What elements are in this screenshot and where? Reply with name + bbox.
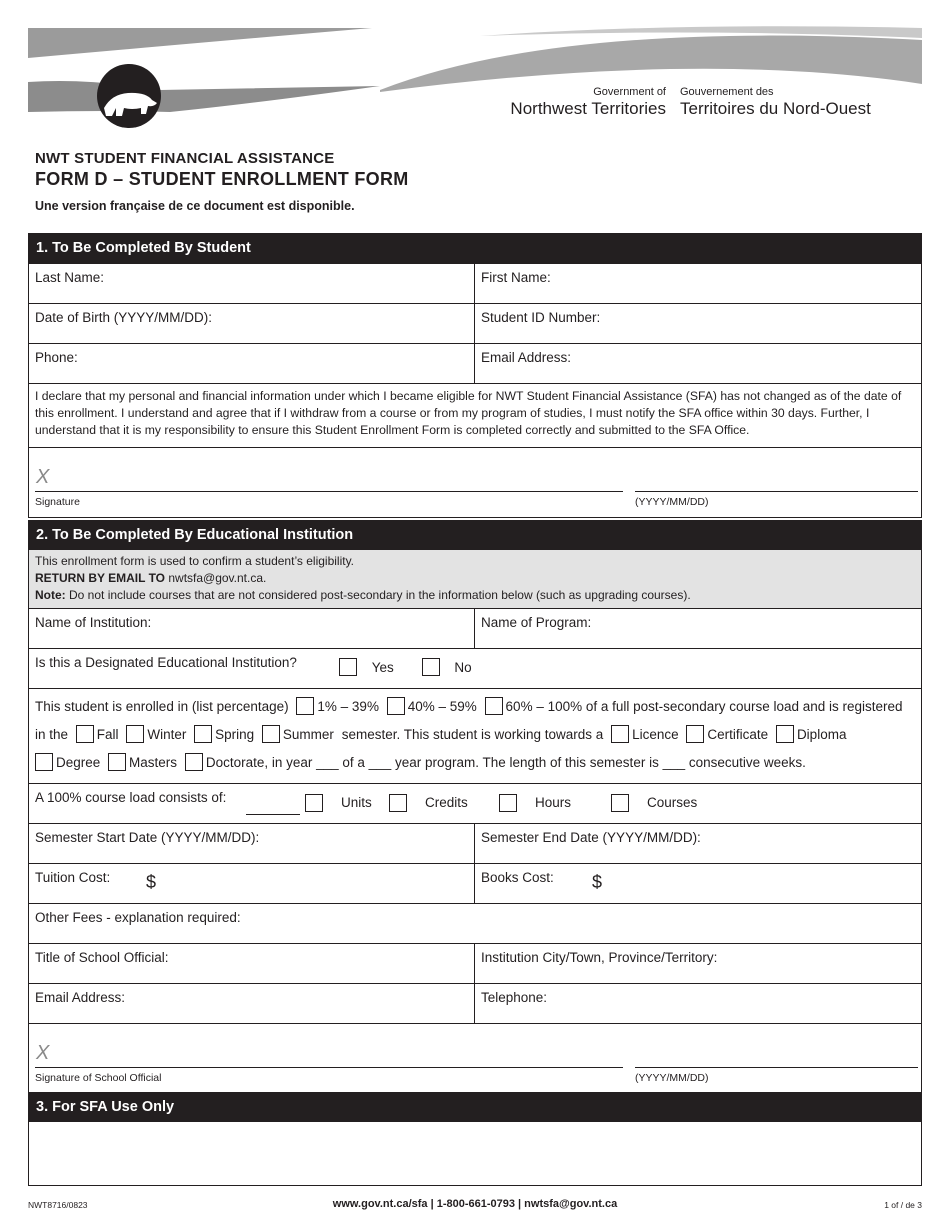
pct-60-100-checkbox[interactable] — [485, 697, 503, 715]
student-signature-field[interactable] — [29, 448, 921, 517]
field-label: Semester Start Date (YYYY/MM/DD): — [35, 829, 260, 845]
french-version-note: Une version française de ce document est disponible. — [35, 199, 355, 213]
instructions-block — [29, 550, 921, 608]
official-email-field[interactable] — [29, 984, 475, 1023]
hours-label: Hours — [535, 794, 572, 810]
return-line — [35, 570, 915, 587]
credits-checkbox[interactable] — [389, 794, 407, 812]
banner-swoosh-left — [28, 81, 380, 112]
masters-checkbox[interactable] — [108, 753, 126, 771]
enroll-mid: of a full post-secondary course load and is registered — [585, 698, 903, 714]
government-name-french — [680, 86, 910, 119]
signature-x-mark: X — [36, 1041, 50, 1064]
field-label: Student ID Number: — [481, 310, 601, 325]
spring-label: Spring — [215, 726, 255, 742]
licence-label: Licence — [632, 726, 679, 742]
masters-label: Masters — [129, 754, 178, 770]
semester-text: semester. This student is working towards a — [341, 726, 604, 742]
hours-checkbox[interactable] — [499, 794, 517, 812]
section-institution — [28, 520, 922, 1094]
date-line[interactable] — [635, 491, 918, 492]
doctorate-checkbox[interactable] — [185, 753, 203, 771]
fall-checkbox[interactable] — [76, 725, 94, 743]
field-label: Other Fees - explanation required: — [35, 909, 241, 925]
field-label: Books Cost: — [481, 869, 554, 885]
declaration-text: I declare that my personal and financial information under which I became eligible for NWT Student Financial Assistance (SFA) has not changed as of the date of this enrollment. I understand and agree that if I withdraw from a course or from my program of studies, I must notify the SFA office within 30 days. Further, I understand that it is my responsibility to ensure this Student Enrollment Form is completed correctly and submitted to the SFA Office. — [35, 389, 902, 437]
field-label: Phone: — [35, 350, 78, 365]
degree-checkbox[interactable] — [35, 753, 53, 771]
field-label: Date of Birth (YYYY/MM/DD): — [35, 310, 213, 325]
semester-start-field[interactable] — [29, 824, 475, 863]
dollar-sign: $ — [592, 871, 603, 892]
footer-contact: www.gov.nt.ca/sfa | 1-800-661-0793 | nwtsfa@gov.nt.ca — [332, 1198, 618, 1210]
institution-city-field[interactable] — [475, 944, 921, 983]
banner-swoosh-right — [380, 36, 922, 92]
gov-fr-big: Territoires du Nord-Ouest — [680, 99, 871, 118]
banner-swoosh-right-top — [480, 26, 922, 38]
enroll-line-1 — [35, 692, 915, 720]
note-text: Do not include courses that are not considered post-secondary in the information below (such as upgrading courses). — [65, 588, 691, 602]
courses-checkbox[interactable] — [611, 794, 629, 812]
pct-40-59-checkbox[interactable] — [387, 697, 405, 715]
diploma-checkbox[interactable] — [776, 725, 794, 743]
date-label: (YYYY/MM/DD) — [635, 1071, 709, 1084]
return-email: nwtsfa@gov.nt.ca. — [165, 571, 267, 585]
field-label: Last Name: — [35, 270, 105, 285]
no-label: No — [454, 659, 472, 675]
certificate-checkbox[interactable] — [686, 725, 704, 743]
books-cost-field[interactable] — [475, 864, 921, 903]
pct-1-39-label: 1% – 39% — [317, 698, 379, 714]
section-student — [28, 233, 922, 518]
spring-checkbox[interactable] — [194, 725, 212, 743]
no-checkbox[interactable] — [422, 658, 440, 676]
other-fees-field[interactable] — [29, 904, 921, 943]
dollar-sign: $ — [146, 871, 157, 892]
diploma-label: Diploma — [796, 726, 847, 742]
note-label: Note: — [35, 588, 66, 602]
institution-name-field[interactable] — [29, 609, 475, 648]
signature-x-mark: X — [36, 466, 50, 488]
tuition-cost-field[interactable] — [29, 864, 475, 903]
winter-checkbox[interactable] — [126, 725, 144, 743]
designated-question — [29, 649, 921, 688]
degree-label: Degree — [56, 754, 101, 770]
enroll-line-3 — [35, 748, 915, 776]
signature-line — [35, 1067, 623, 1068]
form-code: NWT8716/0823 — [28, 1200, 88, 1210]
return-label: RETURN BY EMAIL TO — [35, 571, 166, 585]
field-label: Name of Institution: — [35, 615, 152, 630]
info-line: This enrollment form is used to confirm a student’s eligibility. — [35, 554, 355, 568]
field-label: First Name: — [481, 270, 551, 285]
yes-label: Yes — [371, 659, 394, 675]
form-title: FORM D – STUDENT ENROLLMENT FORM — [35, 169, 409, 189]
field-label: Title of School Official: — [35, 949, 169, 965]
signature-line — [35, 491, 623, 492]
banner-swoosh-top — [28, 28, 372, 58]
student-id-field[interactable] — [475, 304, 921, 343]
date-label: (YYYY/MM/DD) — [635, 496, 709, 508]
field-label: Email Address: — [35, 989, 126, 1005]
credits-label: Credits — [425, 794, 468, 810]
units-checkbox[interactable] — [305, 794, 323, 812]
email-field[interactable] — [475, 344, 921, 383]
course-load-label: A 100% course load consists of: — [35, 789, 227, 805]
phone-field[interactable] — [29, 344, 475, 383]
units-label: Units — [341, 794, 372, 810]
first-name-field[interactable] — [475, 264, 921, 303]
field-label: Telephone: — [481, 989, 548, 1005]
official-title-field[interactable] — [29, 944, 475, 983]
in-the-label: in the — [35, 726, 69, 742]
gov-en-big: Northwest Territories — [510, 99, 666, 118]
dob-field[interactable] — [29, 304, 475, 343]
signature-label: Signature of School Official — [35, 1071, 162, 1084]
program-title: NWT STUDENT FINANCIAL ASSISTANCE — [35, 150, 335, 167]
telephone-field[interactable] — [475, 984, 921, 1023]
licence-checkbox[interactable] — [611, 725, 629, 743]
field-label: Email Address: — [481, 350, 572, 365]
polar-bear-logo — [97, 64, 161, 128]
section-heading: 2. To Be Completed By Educational Institution — [29, 521, 921, 550]
summer-label: Summer — [282, 726, 334, 742]
courses-label: Courses — [647, 794, 698, 810]
pct-1-39-checkbox[interactable] — [296, 697, 314, 715]
gov-en-small: Government of — [593, 86, 666, 98]
certificate-label: Certificate — [707, 726, 769, 742]
course-load-row — [29, 784, 921, 823]
form-title-block — [35, 150, 409, 213]
government-name-english — [500, 86, 666, 119]
page-number: 1 of / de 3 — [884, 1200, 922, 1210]
signature-label: Signature — [35, 496, 80, 508]
summer-checkbox[interactable] — [262, 725, 280, 743]
section-heading: 1. To Be Completed By Student — [29, 234, 921, 263]
note-line — [35, 587, 915, 604]
program-name-field[interactable] — [475, 609, 921, 648]
gov-fr-small: Gouvernement des — [680, 86, 774, 98]
winter-label: Winter — [147, 726, 187, 742]
designated-label: Is this a Designated Educational Institution? — [35, 655, 297, 670]
field-label: Institution City/Town, Province/Territory: — [481, 949, 718, 965]
field-label: Name of Program: — [481, 615, 592, 630]
enroll-intro: This student is enrolled in (list percentage) — [35, 698, 289, 714]
doctorate-text: Doctorate, in year ___ of a ___ year program. The length of this semester is ___ consecutive weeks. — [205, 754, 806, 770]
pct-40-59-label: 40% – 59% — [407, 698, 477, 714]
yes-checkbox[interactable] — [339, 658, 357, 676]
fall-label: Fall — [96, 726, 119, 742]
official-signature-field[interactable] — [29, 1024, 921, 1093]
field-label: Tuition Cost: — [35, 869, 111, 885]
enrollment-details — [29, 689, 921, 783]
pct-60-100-label: 60% – 100% — [505, 698, 583, 714]
date-line[interactable] — [635, 1067, 918, 1068]
semester-end-field[interactable] — [475, 824, 921, 863]
course-load-blank[interactable] — [246, 814, 300, 815]
section-sfa-use — [28, 1092, 922, 1186]
last-name-field[interactable] — [29, 264, 475, 303]
enroll-line-2 — [35, 720, 915, 748]
field-label: Semester End Date (YYYY/MM/DD): — [481, 829, 701, 845]
section-heading: 3. For SFA Use Only — [29, 1093, 921, 1122]
